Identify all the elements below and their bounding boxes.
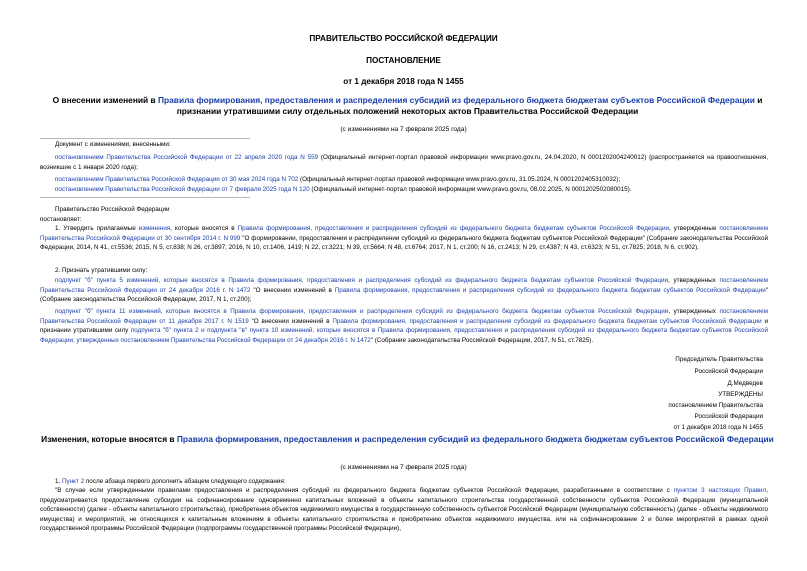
subclause-link[interactable]: подпункт "б" пункта 11 изменений, которые вносятся в Правила формирования, предоставления и распределения субсидий из федерального бюджета бюджетам субъектов Российской Федерации	[55, 308, 669, 315]
amendment-text: (Официальный интернет-портал правовой информации www.pravo.gov.ru, 08.02.2025, N 0001202502080015).	[309, 186, 632, 193]
approved-by: постановлением Правительства	[668, 402, 763, 409]
signature-position: Председатель Правительства	[675, 356, 763, 363]
rules-link[interactable]: Правила формирования, предоставления и распределения субсидий из федерального бюджета бюджетам субъектов Российской Федерации	[237, 225, 670, 232]
paragraph-2: 2. Признать утратившими силу:	[55, 267, 148, 274]
amendment-item	[55, 185, 768, 195]
decree-link[interactable]: постановлением Правительства Российской Федерации от 11 декабря 2017 г. N 1519	[40, 308, 768, 325]
changes-paragraph-1: 1. Пункт 2 после абзаца первого дополнить абзацем следующего содержания:	[55, 478, 286, 485]
decree-link[interactable]: постановлением Правительства Российской Федерации от 30 сентября 2014 г. N 999	[40, 225, 768, 242]
amendment-text: (Официальный интернет-портал правовой информации www.pravo.gov.ru, 24.04.2020, N 0001202004240012) (распространяется на правоотношения, возникшие с 1 января 2020 года);	[40, 154, 768, 171]
amendment-link[interactable]: постановлением Правительства Российской Федерации от 30 мая 2024 года N 702	[55, 176, 299, 183]
amendment-item	[40, 153, 768, 172]
signature-name: Д.Медведев	[727, 380, 763, 387]
amendment-text: (Официальный интернет-портал правовой информации www.pravo.gov.ru, 31.05.2024, N 0001202405310032);	[298, 176, 621, 183]
signature-country: Российской Федерации	[694, 368, 763, 375]
divider	[40, 197, 250, 198]
divider	[40, 138, 250, 139]
approved-date: от 1 декабря 2018 года N 1455	[673, 424, 763, 431]
clause-link[interactable]: пунктом 3 настоящих Правил	[673, 487, 767, 494]
changes-note: (с изменениями на 7 февраля 2025 года)	[340, 126, 467, 133]
rules-link[interactable]: Правила формирования, предоставления и распределения субсидий из федерального бюджета бюджетам субъектов Российской Федерации	[158, 95, 755, 105]
changes-link[interactable]: изменения	[138, 225, 171, 232]
subclause-link[interactable]: подпункт "б" пункта 5 изменений, которые вносятся в Правила формирования, предоставления и распределения субсидий из федерального бюджета бюджетам субъектов Российской Федерации	[55, 277, 669, 284]
changes-title	[40, 434, 775, 445]
changes-quote: "В случае если утвержденными правилами предоставления и распределения субсидий из федерального бюджета бюджетам субъектов Российской Федерации, разработанными в соответствии с пунктом 3 настоящих Правил, предусматривается предоставление субсидии на софинансирование одновременно капитальных вложений в объекты капитального строительства государственной собственности субъектов Российской Федерации (муниципальной собственности) (далее - объекты капитального строительства), приобретения объектов недвижимого имущества в государственную собственность субъектов Российской Федерации (муниципальную собственность) (далее - объекты недвижимого имущества) и мероприятий, не относящихся к капитальным вложениям в объекты капитального строительства и приобретению объектов недвижимого имущества, или на софинансирование 2 и более мероприятий в рамках одной государственной программы Российской Федерации (подпрограммы государственной программы Российской Федерации),	[40, 487, 768, 533]
document-date: от 1 декабря 2018 года N 1455	[343, 77, 464, 86]
decree-link[interactable]: постановлением Правительства Российской Федерации от 24 декабря 2016 г. N 1472	[40, 277, 769, 294]
rules-link[interactable]: Правила формирования, предоставления и распределения субсидий из федерального бюджета бюджетам субъектов Российской Федерации	[176, 434, 774, 444]
amendments-intro: Документ с изменениями, внесенными:	[55, 141, 171, 148]
approved-label: УТВЕРЖДЕНЫ	[718, 391, 763, 398]
clause-link[interactable]: Пункт 2	[62, 478, 85, 485]
changes-title-prefix: Изменения, которые вносятся в	[41, 434, 177, 444]
changes-note: (с изменениями на 7 февраля 2025 года)	[340, 464, 467, 471]
title-prefix: О внесении изменений в	[52, 95, 159, 105]
document-type: ПОСТАНОВЛЕНИЕ	[366, 56, 441, 65]
paragraph-1: 1. Утвердить прилагаемые изменения, которые вносятся в Правила формирования, предоставления и распределения субсидий из федерального бюджета бюджетам субъектов Российской Федерации, утвержденные постановлением Правительства Российской Федерации от 30 сентября 2014 г. N 999 "О формировании, предоставлении и распределении субсидий из федерального бюджета бюджетам субъектов Российской Федерации" (Собрание законодательства Российской Федерации, 2014, N 41, ст.5536; 2015, N 5, ст.838; N 26, ст.3897; 2016, N 10, ст.1406, 1419; N 22, ст.3221; N 39, ст.5664; N 48, ст.6764; 2017, N 1, ст.200; N 16, ст.2413; N 29, ст.4387; N 43, ст.6323; N 51, ст.7825; 2018, N 6, ст.902).	[40, 225, 768, 252]
amendment-item	[55, 175, 768, 185]
approved-country: Российской Федерации	[694, 413, 763, 420]
title-suffix: и признании утратившими силу отдельных положений некоторых актов Правительства Российской Федерации	[176, 95, 763, 116]
amendment-link[interactable]: постановлением Правительства Российской Федерации от 22 апреля 2020 года N 559	[55, 154, 319, 161]
paragraph-4: подпункт "б" пункта 11 изменений, которые вносятся в Правила формирования, предоставления и распределения субсидий из федерального бюджета бюджетам субъектов Российской Федерации, утвержденных постановлением Правительства Российской Федерации от 11 декабря 2017 г. N 1519 "О внесении изменений в Правила формирования, предоставления и распределения субсидий из федерального бюджета бюджетам субъектов Российской Федерации и признании утратившими силу подпункта "б" пункта 2 и подпункта "в" пункта 10 изменений, которые вносятся в Правила формирования, предоставления и распределения субсидий из федерального бюджета бюджетам субъектов Российской Федерации, утвержденных постановлением Правительства Российской Федерации от 24 декабря 2016 г. N 1472" (Собрание законодательства Российской Федерации, 2017, N 51, ст.7825).	[40, 308, 769, 344]
decides-label: постановляет:	[40, 216, 82, 223]
government-label: Правительство Российской Федерации	[55, 206, 170, 213]
amendment-link[interactable]: постановлением Правительства Российской Федерации от 7 февраля 2025 года N 120	[55, 186, 310, 193]
rules-link[interactable]: Правила формирования, предоставления и распределения субсидий из федерального бюджета бюджетам субъектов Российской Федерации	[332, 317, 762, 325]
paragraph-3: подпункт "б" пункта 5 изменений, которые вносятся в Правила формирования, предоставления и распределения субсидий из федерального бюджета бюджетам субъектов Российской Федерации, утвержденных постановлением Правительства Российской Федерации от 24 декабря 2016 г. N 1472 "О внесении изменений в Правила формирования, предоставления и распределения субсидий из федерального бюджета бюджетам субъектов Российской Федерации" (Собрание законодательства Российской Федерации, 2017, N 1, ст.200);	[40, 277, 769, 304]
rules-link[interactable]: Правила формирования, предоставления и распределения субсидий из федерального бюджета бюджетам субъектов Российской Федерации	[334, 286, 766, 294]
government-heading: ПРАВИТЕЛЬСТВО РОССИЙСКОЙ ФЕДЕРАЦИИ	[309, 34, 498, 43]
document-title	[40, 95, 775, 117]
subclause-link[interactable]: подпункта "б" пункта 2 и подпункта "в" пункта 10 изменений, которые вносятся в Правила формирования, предоставления и распределения субсидий из федерального бюджета бюджетам субъектов Российской Федерации, утвержденных постановлением Правительства Российской Федерации от 24 декабря 2016 г. N 1472	[40, 327, 769, 344]
